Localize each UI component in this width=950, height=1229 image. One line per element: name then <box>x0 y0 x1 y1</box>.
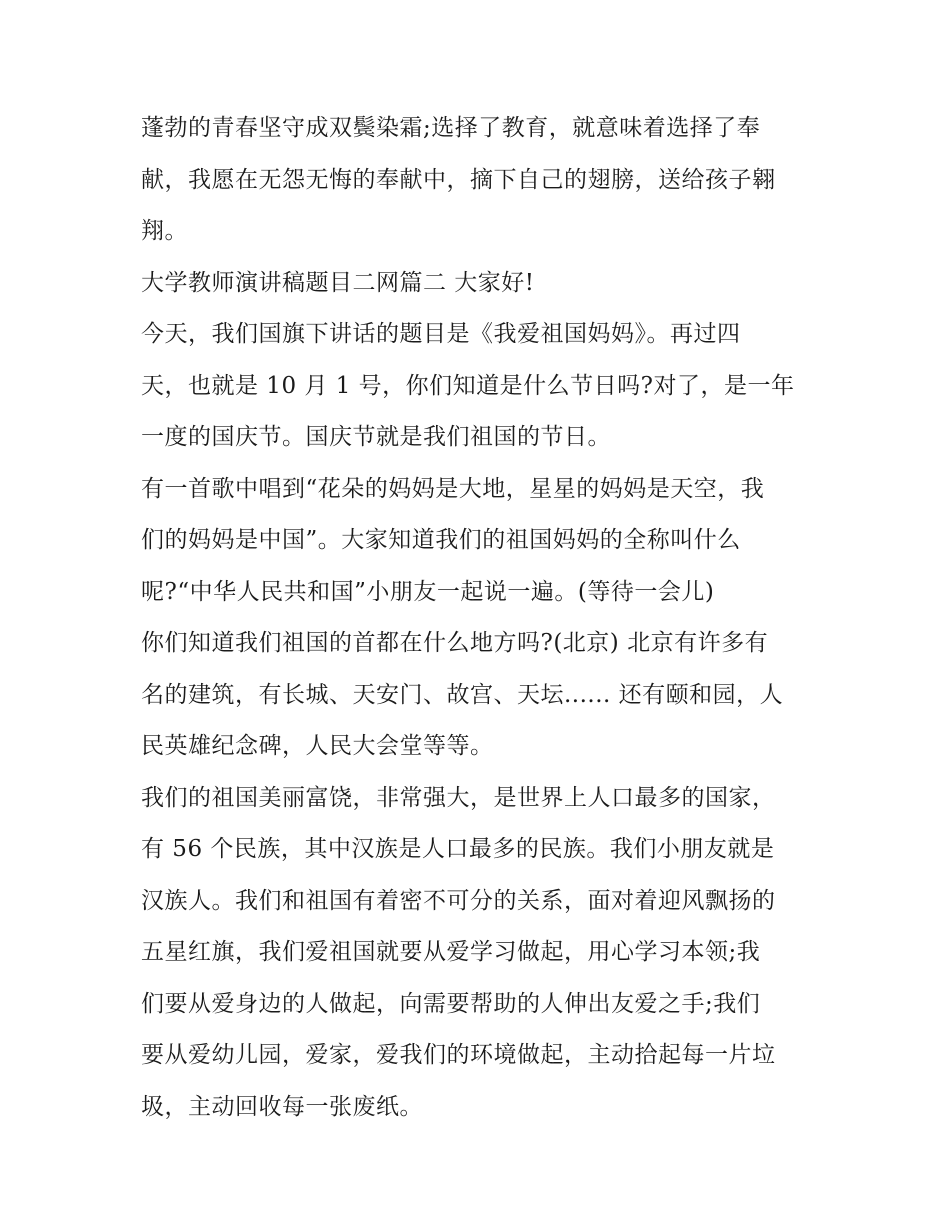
text-line: 今天，我们国旗下讲话的题目是《我爱祖国妈妈》。再过四 <box>141 321 741 347</box>
text-line: 要从爱幼儿园，爱家，爱我们的环境做起，主动拾起每一片垃 <box>141 1042 776 1068</box>
text-line: 有 56 个民族，其中汉族是人口最多的民族。我们小朋友就是 <box>141 836 775 862</box>
text-line: 蓬勃的青春坚守成双鬓染霜;选择了教育，就意味着选择了奉 <box>141 115 761 141</box>
text-line: 五星红旗，我们爱祖国就要从爱学习做起，用心学习本领;我 <box>141 939 761 965</box>
text-line: 汉族人。我们和祖国有着密不可分的关系，面对着迎风飘扬的 <box>141 887 776 914</box>
section-heading: 大学教师演讲稿题目二网篇二 大家好! <box>141 269 535 296</box>
text-line: 们要从爱身边的人做起，向需要帮助的人伸出友爱之手;我们 <box>141 990 761 1017</box>
text-line: 名的建筑，有长城、天安门、故宫、天坛...... 还有颐和园，人 <box>141 681 784 708</box>
document-body <box>141 103 821 1133</box>
text-line: 献，我愿在无怨无悔的奉献中，摘下自己的翅膀，送给孩子翱 <box>141 166 776 193</box>
text-line: 有一首歌中唱到“花朵的妈妈是大地，星星的妈妈是天空，我 <box>141 475 765 502</box>
text-line: 我们的祖国美丽富饶，非常强大，是世界上人口最多的国家， <box>141 784 776 811</box>
text-line: 圾，主动回收每一张废纸。 <box>141 1093 423 1120</box>
text-line: 你们知道我们祖国的首都在什么地方吗?(北京) 北京有许多有 <box>141 630 769 656</box>
text-line: 翔。 <box>141 218 188 244</box>
text-line: 民英雄纪念碑，人民大会堂等等。 <box>141 733 494 759</box>
text-line: 一度的国庆节。国庆节就是我们祖国的节日。 <box>141 424 611 450</box>
text-line: 们的妈妈是中国”。大家知道我们的祖国妈妈的全称叫什么 <box>141 527 741 553</box>
text-line: 天，也就是 10 月 1 号，你们知道是什么节日吗?对了，是一年 <box>141 372 795 399</box>
text-line: 呢?“中华人民共和国”小朋友一起说一遍。(等待一会儿) <box>141 578 715 605</box>
